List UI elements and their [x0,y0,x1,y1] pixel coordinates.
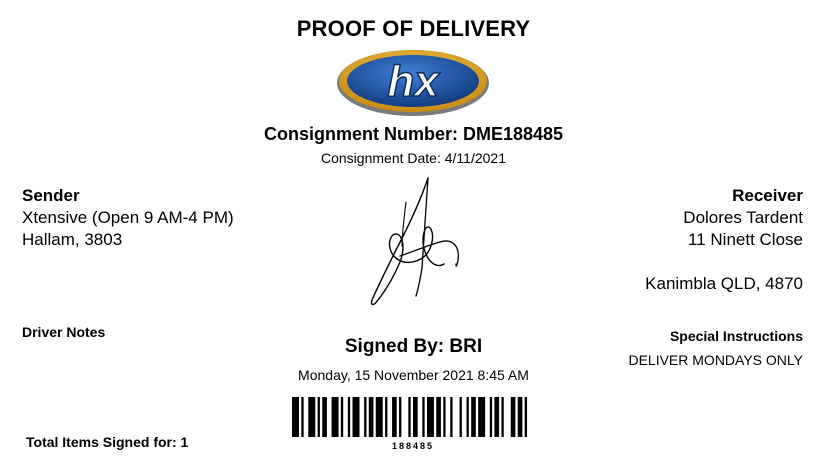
hx-logo [334,44,492,118]
barcode-bar [392,397,397,437]
barcode-bar [301,397,303,437]
barcode-bar [385,397,387,437]
receiver-heading: Receiver [732,186,803,205]
barcode-bar [399,397,401,437]
barcode-bar [443,397,445,437]
barcode-bar [467,397,469,437]
barcode-bar [525,397,527,437]
signed-by: Signed By: BRI [344,336,483,357]
sender-block [22,185,234,251]
barcode-bar [318,397,320,437]
barcode-bar [292,397,299,437]
receiver-street: 11 Ninett Close [688,230,803,249]
receiver-name: Dolores Tardent [683,208,803,227]
barcode-bar [408,397,410,437]
barcode [292,397,534,437]
signed-date: Monday, 15 November 2021 8:45 AM [298,367,529,383]
barcode-bar [422,397,424,437]
sender-heading: Sender [22,186,80,205]
barcode-bar [308,397,315,437]
barcode-bar [511,397,516,437]
barcode-bar [427,397,434,437]
barcode-bar [490,397,492,437]
barcode-bar [341,397,343,437]
sender-name: Xtensive (Open 9 AM-4 PM) [22,208,234,227]
barcode-bar [450,397,452,437]
special-instructions-text: DELIVER MONDAYS ONLY [628,352,803,368]
document-title: PROOF OF DELIVERY [296,16,531,41]
driver-notes-heading: Driver Notes [22,324,106,340]
barcode-bar [322,397,327,437]
barcode-bar [436,397,441,437]
consignment-number: Consignment Number: DME188485 [263,124,564,144]
barcode-bar [364,397,366,437]
signature-image [360,172,470,312]
barcode-bar [413,397,418,437]
logo-text: hx [387,57,439,106]
receiver-block [645,185,803,295]
special-instructions-heading: Special Instructions [669,328,803,344]
consignment-date: Consignment Date: 4/11/2021 [321,150,506,166]
barcode-bar [478,397,485,437]
barcode-bar [353,397,360,437]
barcode-bar [376,397,383,437]
barcode-bar [369,397,374,437]
barcode-bar [332,397,339,437]
barcode-bar [348,397,350,437]
barcode-bar [471,397,476,437]
sender-address: Hallam, 3803 [22,230,123,249]
barcode-bar [501,397,503,437]
receiver-city: Kanimbla QLD, 4870 [645,274,803,293]
barcode-number: 188485 [391,441,435,451]
total-items-signed: Total Items Signed for: 1 [26,434,189,450]
barcode-bar [518,397,523,437]
barcode-bar [494,397,499,437]
barcode-bar [460,397,462,437]
